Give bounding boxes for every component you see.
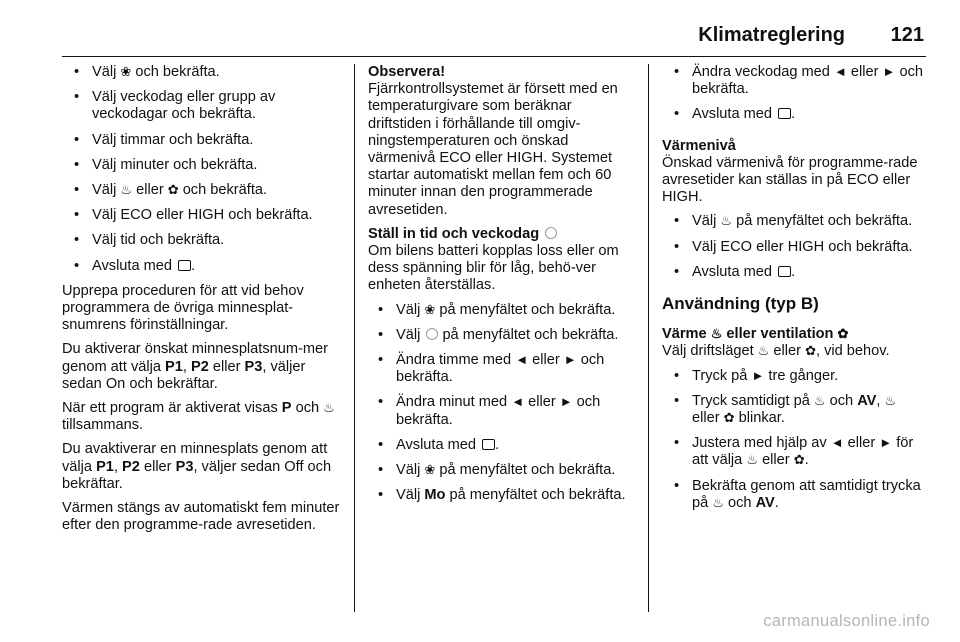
list-item — [662, 264, 926, 281]
list-item: • Välj ECO eller HIGH och bekräfta. — [62, 207, 344, 224]
bold-text: AV — [755, 494, 775, 511]
list-item — [662, 64, 926, 98]
text: på menyfältet och bekräfta. — [435, 301, 616, 318]
list-item — [662, 435, 926, 469]
text: Välj — [396, 301, 425, 318]
ventilation-icon: ✿ — [793, 452, 805, 468]
text: eller — [692, 410, 724, 427]
text: och bekräfta. — [178, 182, 268, 199]
bold-text: P2 — [122, 458, 140, 475]
text: tillsammans. — [62, 417, 144, 434]
left-arrow-icon: ◄ — [830, 435, 844, 451]
left-arrow-icon: ◄ — [511, 394, 525, 410]
ventilation-icon: ✿ — [723, 410, 735, 426]
text: , — [113, 458, 123, 475]
heat-icon: ♨ — [710, 326, 723, 342]
note-box — [368, 64, 636, 219]
list-item — [368, 487, 636, 504]
list-item — [662, 368, 926, 385]
right-arrow-icon: ► — [563, 352, 577, 368]
text: . — [791, 263, 796, 280]
clock-icon — [545, 227, 557, 239]
ventilation-icon: ✿ — [837, 326, 849, 342]
bold-text: Mo — [424, 487, 446, 504]
bold-text: AV — [857, 392, 877, 409]
text: Avsluta med — [692, 263, 777, 280]
list-item — [62, 64, 344, 81]
text: , vid behov. — [815, 343, 890, 360]
heat-icon: ♨ — [720, 213, 733, 229]
text: för att välja — [692, 435, 914, 469]
section-subheading — [368, 226, 636, 243]
right-arrow-icon: ► — [559, 394, 573, 410]
note-title: Observera! — [368, 64, 446, 80]
text: Avsluta med — [692, 106, 777, 123]
paragraph — [62, 341, 344, 393]
column-3 — [662, 64, 926, 520]
text: Ställ in tid och veckodag — [368, 225, 544, 242]
text: på menyfältet och bekräfta. — [435, 462, 616, 479]
text: på menyfältet och bekräfta. — [445, 487, 626, 504]
text: eller — [769, 343, 806, 360]
text: . — [791, 106, 796, 123]
text: , — [876, 392, 885, 409]
text: Välj — [396, 462, 425, 479]
text: Välj — [92, 182, 121, 199]
section-subheading — [662, 326, 926, 343]
watermark: carmanualsonline.info — [763, 612, 930, 630]
list-item — [368, 327, 636, 344]
confirm-square-icon — [778, 108, 791, 119]
heat-icon: ♨ — [746, 452, 759, 468]
heat-icon: ♨ — [813, 392, 826, 408]
text: och — [291, 400, 324, 417]
bold-text: P3 — [175, 458, 194, 475]
paragraph: Upprepa proceduren för att vid behov programmera de övriga minnesplat-snumrens förinställningar. — [62, 282, 304, 334]
text: och bekräfta. — [396, 394, 601, 428]
text: Välj — [92, 64, 121, 80]
text: . — [774, 494, 779, 511]
text: eller — [139, 458, 176, 475]
list-item — [662, 393, 926, 427]
text: Avsluta med — [396, 436, 481, 453]
text: Avsluta med — [92, 257, 177, 274]
list-item: • Välj tid och bekräfta. — [62, 232, 344, 249]
bold-text: P1 — [165, 358, 183, 375]
text: och — [723, 494, 756, 511]
bold-text: P1 — [96, 458, 114, 475]
text: Välj — [396, 487, 425, 504]
bold-text: P3 — [244, 358, 263, 375]
text: eller — [846, 64, 883, 80]
list-item — [368, 352, 636, 386]
left-arrow-icon: ◄ — [515, 352, 529, 368]
text: Du aktiverar önskat minnesplatsnum-mer genom att välja — [62, 341, 329, 375]
bold-text: P2 — [191, 358, 209, 375]
text: och bekräfta. — [396, 352, 605, 386]
heat-icon: ♨ — [323, 400, 335, 416]
heat-icon: ♨ — [884, 392, 897, 408]
text: , — [182, 358, 191, 375]
text: eller — [528, 352, 564, 369]
list-item — [368, 462, 636, 479]
confirm-square-icon — [178, 260, 191, 271]
text: blinkar. — [734, 410, 785, 427]
text: eller ventilation — [722, 326, 838, 343]
list-item — [368, 437, 636, 454]
section-heading: Användning (typ B) — [662, 294, 819, 314]
list-item — [662, 478, 926, 512]
list-item — [62, 182, 344, 199]
text: , väljer sedan Off och bekräftar. — [62, 458, 332, 492]
column-1 — [62, 64, 344, 541]
page-number: 121 — [890, 24, 924, 46]
list-item — [662, 213, 926, 230]
column-divider-2 — [648, 64, 649, 612]
heat-icon: ♨ — [757, 343, 770, 359]
right-arrow-icon: ► — [879, 435, 893, 451]
text: När ett program är aktiverat visas — [62, 400, 282, 417]
text: Ändra veckodag med — [692, 64, 834, 80]
timer-icon: ❀ — [120, 64, 132, 79]
text: eller — [132, 182, 168, 199]
section-subheading: Värmenivå — [662, 137, 736, 154]
list-item — [662, 106, 926, 123]
ventilation-icon: ✿ — [167, 182, 179, 198]
text: Justera med hjälp av — [692, 435, 831, 452]
text: Välj — [396, 326, 425, 343]
paragraph: Önskad värmenivå för programme-rade avresetider kan ställas in på ECO eller HIGH. — [662, 154, 918, 206]
running-header-title: Klimatreglering — [698, 24, 845, 46]
text: Du avaktiverar en minnesplats genom att välja — [62, 441, 328, 475]
list-item: • Välj veckodag eller grupp av veckodagar och bekräfta. — [62, 89, 344, 123]
list-item: • Välj ECO eller HIGH och bekräfta. — [662, 239, 926, 256]
paragraph — [62, 441, 344, 493]
clock-icon — [426, 328, 438, 340]
ventilation-icon: ✿ — [805, 343, 816, 359]
heat-icon: ♨ — [120, 182, 133, 198]
list-item: • Välj minuter och bekräfta. — [62, 157, 344, 174]
text: eller — [208, 358, 245, 375]
column-divider-1 — [354, 64, 355, 612]
timer-icon: ❀ — [424, 462, 436, 478]
list-item — [368, 302, 636, 319]
timer-icon: ❀ — [424, 301, 436, 317]
note-body: Fjärrkontrollsystemet är försett med en temperaturgivare som beräknar driftstiden i förhållande till omgiv-ningstemperaturen och önskad värmenivå ECO eller HIGH. Systemet startar automatiskt mellan fem och 60 minuter innan den programmerade avresetiden. — [368, 81, 618, 218]
text: Ändra minut med — [396, 394, 512, 411]
confirm-square-icon — [778, 266, 791, 277]
text: Bekräfta genom att samtidigt trycka på — [692, 477, 921, 511]
bold-text: P — [281, 400, 292, 417]
header-divider — [62, 56, 926, 57]
list-item: • Välj timmar och bekräfta. — [62, 132, 344, 149]
text: på menyfältet och bekräfta. — [438, 326, 619, 343]
text: . — [495, 436, 500, 453]
text: Välj — [692, 213, 721, 230]
text: tre gånger. — [764, 367, 839, 384]
right-arrow-icon: ► — [751, 367, 765, 383]
text: Ändra timme med — [396, 352, 516, 369]
right-arrow-icon: ► — [882, 64, 896, 79]
text: Värme — [662, 326, 711, 343]
heat-icon: ♨ — [712, 494, 724, 510]
paragraph — [62, 400, 344, 434]
list-item — [62, 258, 344, 275]
paragraph: Om bilens batteri kopplas loss eller om dess spänning blir för låg, behö-ver enheten återställas. — [368, 243, 619, 294]
text: . — [191, 257, 196, 274]
paragraph — [662, 343, 926, 360]
text: eller — [758, 452, 794, 469]
text: och — [825, 392, 858, 409]
list-item — [368, 394, 636, 428]
text: , väljer sedan On och bekräftar. — [62, 358, 306, 392]
text: . — [804, 452, 809, 469]
column-2 — [368, 64, 636, 512]
text: eller — [524, 394, 560, 411]
confirm-square-icon — [482, 439, 495, 450]
text: Välj driftsläget — [662, 343, 758, 360]
left-arrow-icon: ◄ — [833, 64, 847, 79]
paragraph: Värmen stängs av automatiskt fem minuter efter den programme-rade avresetiden. — [62, 500, 340, 534]
text: och bekräfta. — [692, 64, 923, 98]
text: på menyfältet och bekräfta. — [732, 213, 913, 230]
text: och bekräfta. — [131, 64, 220, 80]
text: eller — [843, 435, 880, 452]
text: Tryck samtidigt på — [692, 392, 814, 409]
text: Tryck på — [692, 367, 752, 384]
